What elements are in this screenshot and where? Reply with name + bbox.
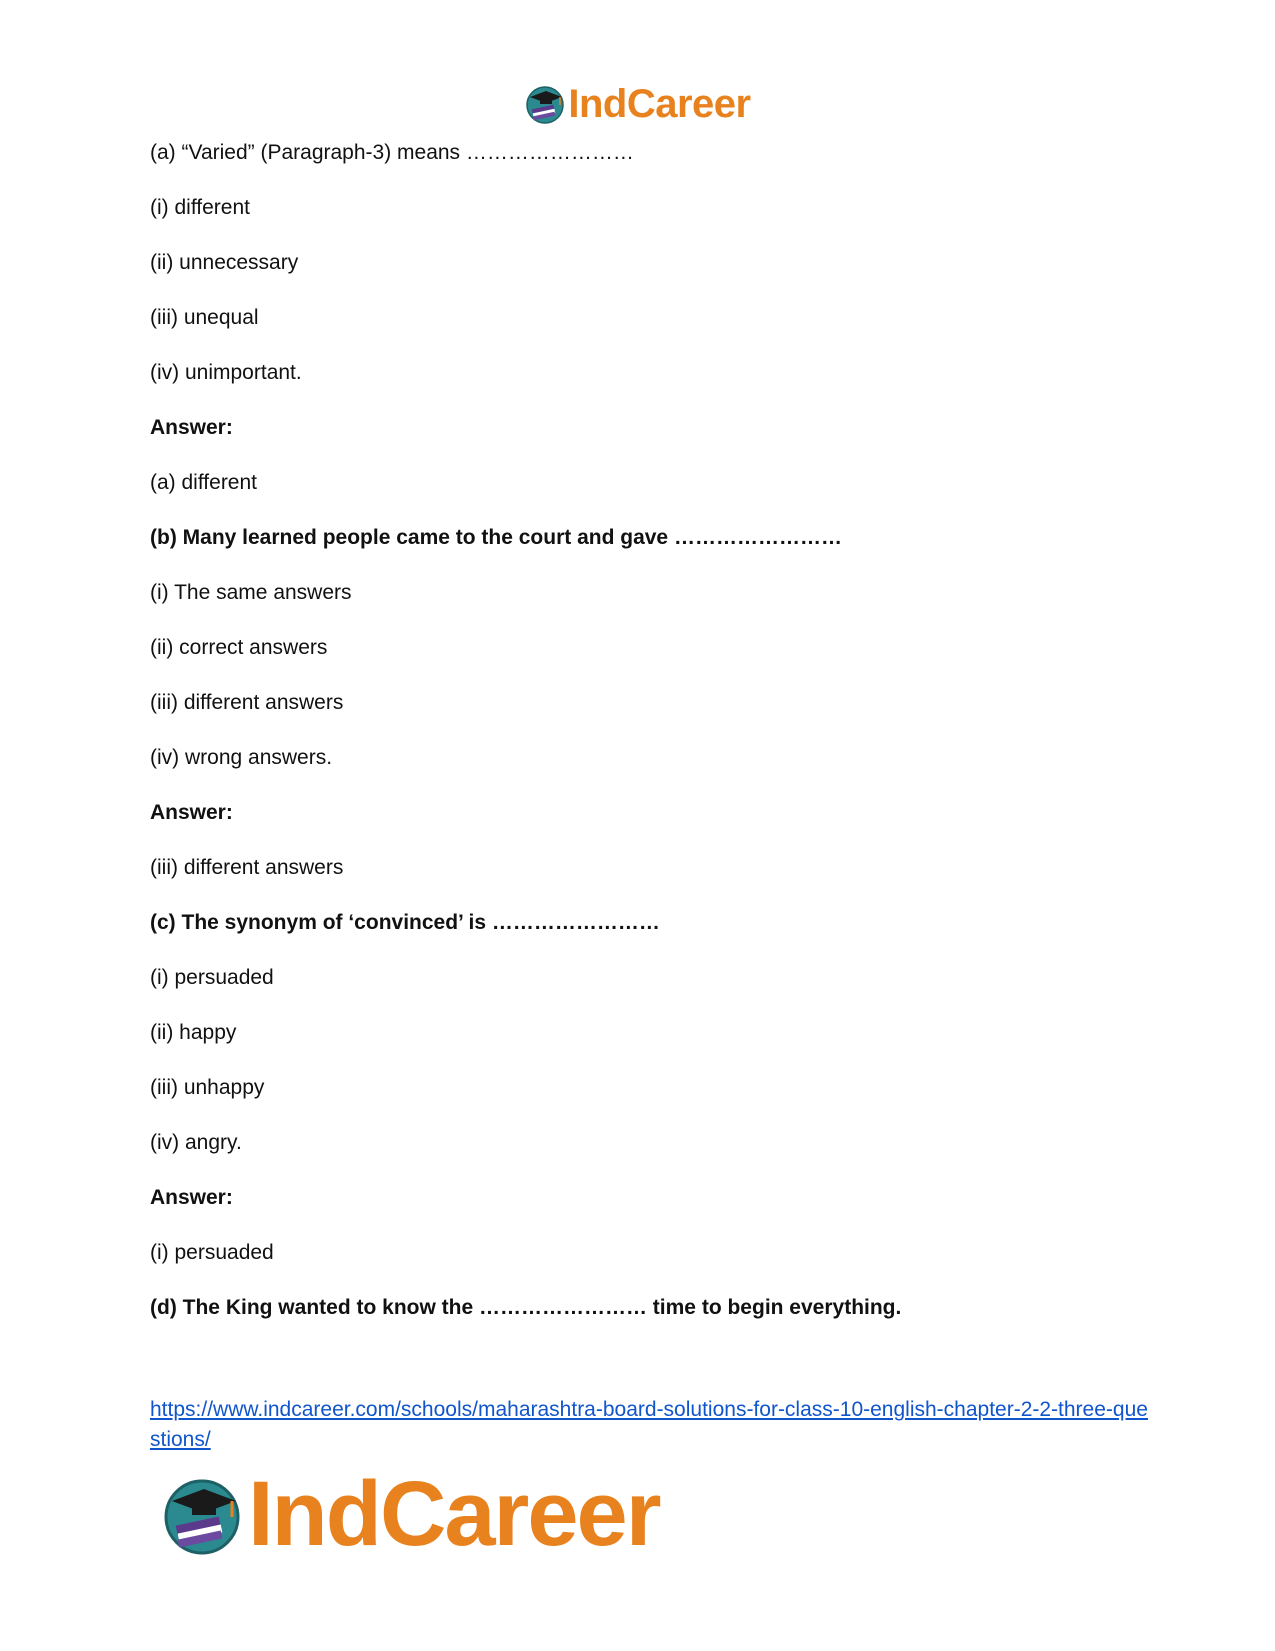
text-line: (iv) unimportant. bbox=[150, 361, 302, 384]
text-line: (ii) happy bbox=[150, 1021, 237, 1044]
text-line: (iv) wrong answers. bbox=[150, 746, 333, 769]
text-line: (ii) correct answers bbox=[150, 636, 328, 659]
source-link[interactable]: https://www.indcareer.com/schools/maharashtra-board-solutions-for-class-10-english-chapter-2-2-three-questions/ bbox=[150, 1398, 1148, 1451]
question-or-answer-heading: (d) The King wanted to know the …………………… time to begin everything. bbox=[150, 1296, 902, 1319]
text-line: (i) persuaded bbox=[150, 966, 274, 989]
text-line: (a) different bbox=[150, 471, 257, 494]
brand-name-large: IndCareer bbox=[248, 1463, 660, 1565]
brand-logo-large bbox=[160, 1462, 660, 1567]
document-body bbox=[150, 140, 1150, 1350]
text-line: (iii) different answers bbox=[150, 856, 344, 879]
question-or-answer-heading: Answer: bbox=[150, 1186, 233, 1209]
brand-name: IndCareer bbox=[568, 81, 751, 126]
text-line: (iii) unequal bbox=[150, 306, 259, 329]
question-or-answer-heading: Answer: bbox=[150, 801, 233, 824]
text-line: (iv) angry. bbox=[150, 1131, 242, 1154]
graduation-cap-book-icon bbox=[524, 83, 566, 125]
text-line: (i) The same answers bbox=[150, 581, 352, 604]
text-line: (a) “Varied” (Paragraph-3) means …………………… bbox=[150, 141, 634, 164]
question-or-answer-heading: (b) Many learned people came to the court and gave …………………… bbox=[150, 526, 842, 549]
question-or-answer-heading: Answer: bbox=[150, 416, 233, 439]
text-line: (i) persuaded bbox=[150, 1241, 274, 1264]
text-line: (ii) unnecessary bbox=[150, 251, 299, 274]
text-line: (iii) unhappy bbox=[150, 1076, 265, 1099]
header-logo bbox=[0, 78, 1275, 130]
brand-logo bbox=[524, 82, 750, 127]
graduation-cap-book-icon bbox=[160, 1473, 244, 1557]
text-line: (iii) different answers bbox=[150, 691, 344, 714]
footer-logo bbox=[160, 1462, 660, 1565]
text-line: (i) different bbox=[150, 196, 250, 219]
question-or-answer-heading: (c) The synonym of ‘convinced’ is …………………… bbox=[150, 911, 660, 934]
